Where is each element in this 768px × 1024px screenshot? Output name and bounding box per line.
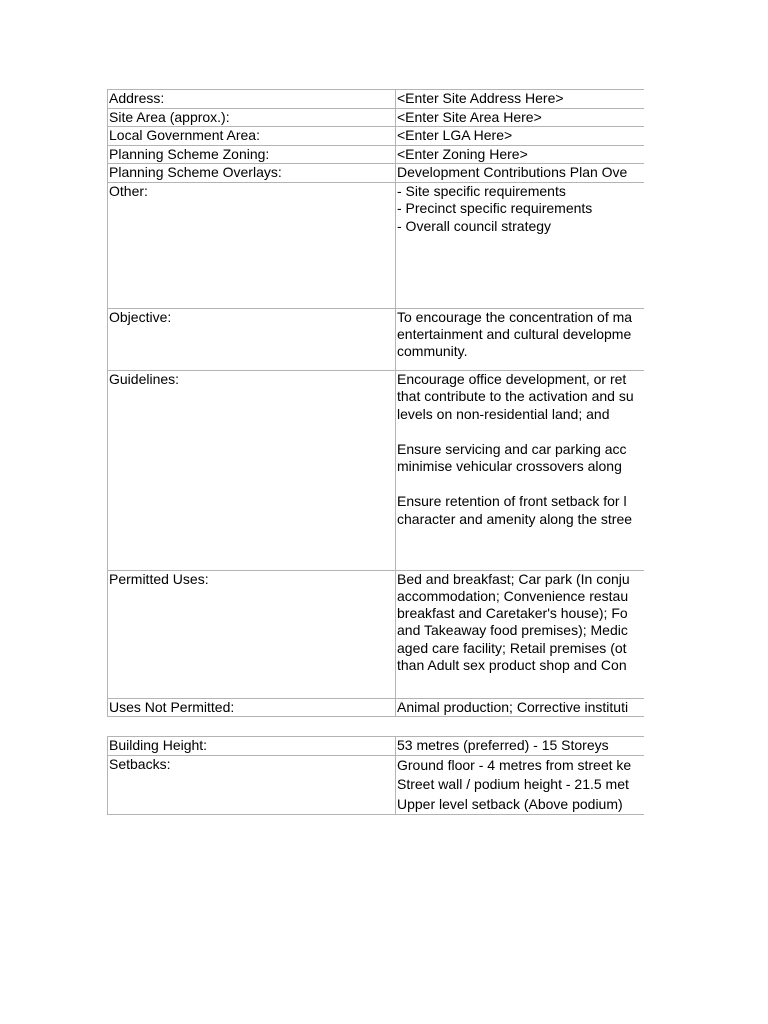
setbacks-value[interactable]	[396, 755, 645, 815]
row-value[interactable]: <Enter Site Area Here>	[396, 108, 645, 127]
table-row	[108, 90, 645, 109]
table-row	[108, 108, 645, 127]
other-line: - Overall council strategy	[397, 217, 552, 234]
permitted-uses-value[interactable]	[396, 570, 645, 698]
table-row-guidelines	[108, 370, 645, 570]
guidelines-line: Encourage office development, or ret	[397, 370, 627, 387]
row-label: Objective:	[108, 308, 396, 370]
row-label: Uses Not Permitted:	[108, 698, 396, 717]
permitted-line: and Takeaway food premises); Medic	[397, 622, 628, 639]
row-label: Site Area (approx.):	[108, 108, 396, 127]
guidelines-line: levels on non-residential land; and	[397, 405, 610, 422]
row-value[interactable]: <Enter LGA Here>	[396, 127, 645, 146]
other-line: - Precinct specific requirements	[397, 200, 593, 216]
objective-line: entertainment and cultural developme	[397, 325, 632, 342]
guidelines-value[interactable]	[396, 370, 645, 570]
setbacks-line: Upper level setback (Above podium)	[397, 795, 623, 812]
spreadsheet-page	[107, 89, 644, 815]
other-line: - Site specific requirements	[397, 182, 566, 199]
permitted-line: aged care facility; Retail premises (ot	[397, 639, 627, 656]
row-label: Local Government Area:	[108, 127, 396, 146]
table-row	[108, 145, 645, 164]
table-row-other	[108, 182, 645, 308]
table-row-permitted-uses	[108, 570, 645, 698]
row-label: Other:	[108, 182, 396, 308]
row-label: Permitted Uses:	[108, 570, 396, 698]
row-label: Building Height:	[108, 737, 396, 756]
guidelines-line: Ensure servicing and car parking acc	[397, 440, 627, 457]
permitted-line: Bed and breakfast; Car park (In conju	[397, 570, 630, 587]
row-value[interactable]: Development Contributions Plan Ove	[396, 164, 645, 183]
built-form-table	[107, 736, 644, 815]
row-label: Address:	[108, 90, 396, 109]
guidelines-line: that contribute to the activation and su	[397, 388, 634, 404]
row-value[interactable]: <Enter Zoning Here>	[396, 145, 645, 164]
guidelines-line: character and amenity along the stree	[397, 510, 633, 527]
row-label: Planning Scheme Zoning:	[108, 145, 396, 164]
guidelines-line: Ensure retention of front setback for l	[397, 493, 627, 509]
guidelines-line	[397, 476, 644, 494]
row-label: Guidelines:	[108, 370, 396, 570]
table-row-setbacks	[108, 755, 645, 815]
other-value[interactable]	[396, 182, 645, 308]
setbacks-line: Ground floor - 4 metres from street ke	[397, 756, 632, 773]
row-value[interactable]: <Enter Site Address Here>	[396, 90, 645, 109]
row-value[interactable]: 53 metres (preferred) - 15 Storeys	[396, 737, 645, 756]
row-label: Setbacks:	[108, 755, 396, 815]
row-label: Planning Scheme Overlays:	[108, 164, 396, 183]
permitted-line: accommodation; Convenience restau	[397, 587, 629, 604]
table-row	[108, 164, 645, 183]
objective-line: community.	[397, 343, 468, 360]
table-row	[108, 127, 645, 146]
objective-line: To encourage the concentration of ma	[397, 308, 633, 325]
table-row-uses-not-permitted	[108, 698, 645, 717]
guidelines-line	[397, 423, 644, 441]
permitted-line: than Adult sex product shop and Con	[397, 656, 627, 673]
objective-value[interactable]	[396, 308, 645, 370]
setbacks-line: Street wall / podium height - 21.5 met	[397, 776, 629, 792]
table-row-building-height	[108, 737, 645, 756]
site-details-table	[107, 89, 644, 717]
row-value[interactable]: Animal production; Corrective instituti	[396, 698, 645, 717]
permitted-line: breakfast and Caretaker's house); Fo	[397, 605, 628, 622]
guidelines-line: minimise vehicular crossovers along	[397, 458, 622, 474]
table-row-objective	[108, 308, 645, 370]
